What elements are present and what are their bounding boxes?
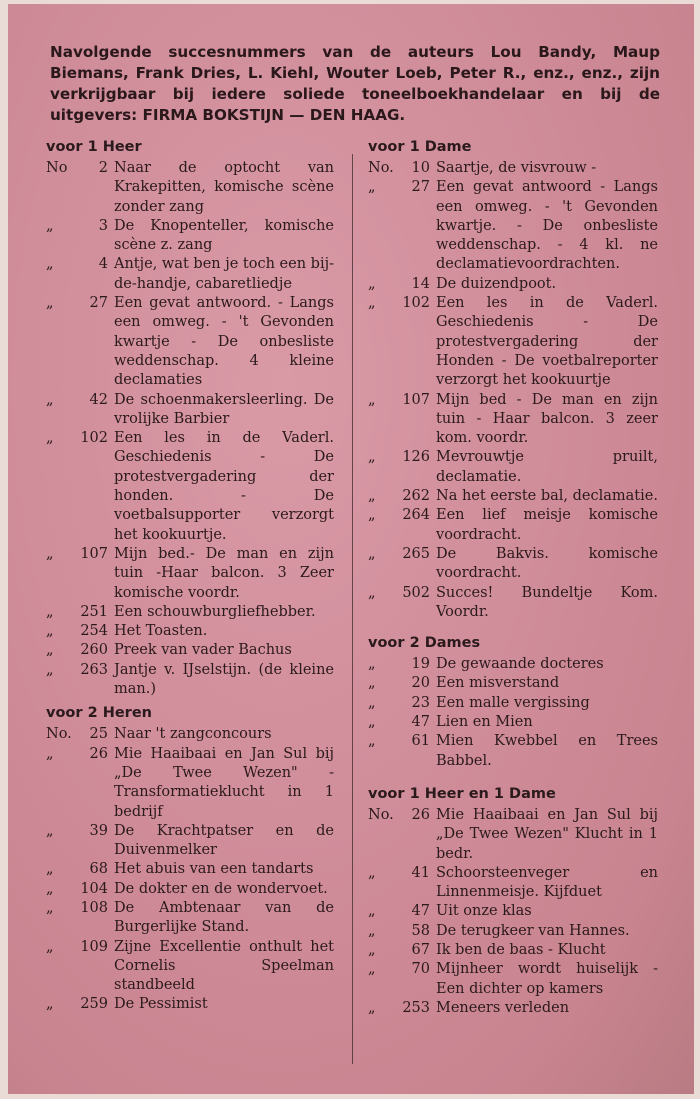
entry-prefix: „ [368,864,376,881]
section-heading: voor 1 Heer [46,139,142,155]
catalog-entry [368,487,658,506]
entry-title: Een malle vergissing [436,694,590,711]
catalog-entry [46,641,334,660]
entry-title: Een schouwburgliefhebber. [114,603,316,620]
entry-prefix: „ [46,642,54,659]
entry-prefix: „ [46,899,54,916]
printed-sheet [8,4,694,1094]
entry-number: 102 [80,430,108,447]
entry-title: Een misverstand [436,675,560,692]
entry-number: 67 [411,941,430,958]
entry-title: Zijne Excellentie onthult het Cornelis Speelman standbeeld [114,938,334,994]
column-divider [352,154,353,1064]
entry-title: De Ambtenaar van de Burgerlijke Stand. [114,899,334,936]
entry-prefix: „ [46,938,54,955]
entry-prefix: „ [368,733,376,750]
right-column [368,135,658,1018]
entry-number: 20 [411,675,430,692]
entry-prefix: „ [368,295,376,312]
entry-prefix: „ [368,179,376,196]
entry-prefix: „ [368,714,376,731]
catalog-entry [368,159,658,178]
entry-title: Mijnheer wordt huiselijk - Een dichter op kamers [436,961,658,997]
entry-number: 68 [89,861,108,878]
entry-number: 42 [89,391,108,408]
intro-paragraph: Navolgende succesnummers van de auteurs Lou Bandy, Maup Biemans, Frank Dries, L. Kiehl, Wouter Loeb, Peter R., enz., enz., zijn verkrijgbaar bij iedere soliede toneelboekhandelaar en bij de uitgevers: FIRMA BOKSTIJN — DEN HAAG. [50,43,660,124]
catalog-entry [46,661,334,700]
catalog-entry [368,713,658,732]
section-heading: voor 1 Heer en 1 Dame [368,785,556,802]
entry-number: 102 [402,295,430,312]
entry-title: De gewaande docteres [436,656,604,673]
section-list [368,159,658,622]
entry-number: 265 [402,545,430,562]
entry-prefix: „ [368,545,376,562]
entry-title: Mevrouwtje pruilt, declamatie. [436,449,658,485]
entry-title: Succes! Bundeltje Kom. Voordr. [436,584,658,620]
entry-number: 253 [402,999,430,1016]
entry-title: Een les in de Vaderl. Geschiedenis - De protestvergadering der honden. - De voetbalsupporter verzorgt het kookuurtje. [114,430,334,543]
entry-number: 25 [89,726,108,743]
entry-prefix: „ [368,961,376,978]
entry-title: Uit onze klas [436,903,532,920]
entry-title: Het abuis van een tandarts [114,861,314,878]
entry-prefix: „ [46,295,54,312]
entry-title: De duizendpoot. [436,275,557,292]
entry-prefix: „ [368,275,376,292]
catalog-entry [368,864,658,903]
entry-number: 26 [89,745,108,762]
entry-title: De Bakvis. komische voordracht. [436,545,658,582]
entry-prefix: „ [368,584,376,601]
section-list [46,725,334,1014]
catalog-entry [46,995,334,1014]
entry-number: 41 [411,864,430,881]
catalog-entry [368,178,658,274]
entry-number: 251 [80,603,108,620]
catalog-entry [368,506,658,545]
entry-number: 108 [80,899,108,916]
entry-title: Mijn bed.- De man en zijn tuin -Haar balcon. 3 Zeer komische voordr. [114,545,334,601]
catalog-entry [46,603,334,622]
entry-number: 264 [402,507,430,524]
entry-prefix: „ [46,861,54,878]
catalog-entry [46,725,334,744]
left-column [46,135,334,1015]
entry-title: Meneers verleden [436,999,570,1016]
entry-number: 259 [80,996,108,1013]
entry-prefix: „ [368,903,376,920]
catalog-entry [368,674,658,693]
entry-prefix: „ [368,449,376,466]
entry-title: De Pessimist [114,996,208,1013]
entry-title: Naar 't zangconcours [114,726,272,743]
catalog-entry [368,999,658,1018]
entry-prefix: „ [46,217,54,234]
entry-number: 27 [411,179,430,196]
catalog-entry [46,899,334,938]
catalog-entry [368,655,658,674]
entry-prefix: „ [46,391,54,408]
entry-prefix: „ [368,999,376,1016]
entry-title: Jantje v. IJselstijn. (de kleine man.) [114,661,334,698]
entry-title: Schoorsteenveger en Linnenmeisje. Kijfduet [436,864,658,901]
section-heading: voor 2 Dames [368,635,481,652]
catalog-entry [46,255,334,294]
catalog-entry [368,545,658,584]
entry-prefix: „ [46,996,54,1013]
entry-number: 23 [411,694,430,711]
entry-prefix: „ [46,661,54,678]
entry-prefix: „ [368,694,376,711]
entry-title: Ik ben de baas - Klucht [436,941,606,958]
entry-prefix: „ [368,675,376,692]
entry-title: Een lief meisje komische voordracht. [436,507,658,543]
entry-prefix: „ [46,745,54,762]
entry-title: De schoenmakersleerling. De vrolijke Barbier [114,391,334,427]
entry-number: 10 [411,160,430,176]
entry-title: Saartje, de visvrouw - [436,160,597,176]
entry-number: 104 [80,880,108,897]
catalog-entry [46,217,334,256]
entry-prefix: „ [46,545,54,562]
entry-number: 19 [411,656,430,673]
entry-prefix: „ [368,391,376,408]
catalog-entry [368,584,658,623]
section-list [46,159,334,699]
entry-number: 47 [411,903,430,920]
entry-prefix: „ [46,623,54,640]
entry-title: De Krachtpatser en de Duivenmelker [114,822,334,859]
catalog-entry [368,391,658,449]
entry-number: 262 [402,488,430,505]
entry-prefix: „ [46,822,54,839]
entry-prefix: No [46,160,68,176]
entry-number: 2 [98,160,108,176]
entry-number: 4 [98,256,108,273]
catalog-entry [46,294,334,390]
entry-number: 263 [80,661,108,678]
section-list [368,655,658,771]
catalog-entry [46,622,334,641]
entry-title: Lien en Mien [436,714,533,731]
catalog-entry [46,822,334,861]
entry-title: Een gevat antwoord. - Langs een omweg. - 't Gevonden kwartje - De onbesliste weddenschap. 4 kleine declamaties [114,295,334,389]
section-heading: voor 2 Heren [46,705,152,722]
catalog-entry [368,294,658,390]
entry-prefix: „ [368,941,376,958]
entry-number: 260 [80,642,108,659]
entry-title: Naar de optocht van Krakepitten, komische scène zonder zang [114,160,334,215]
entry-title: Mien Kwebbel en Trees Babbel. [436,733,658,769]
catalog-entry [46,545,334,603]
entry-title: De terugkeer van Hannes. [436,922,630,939]
entry-title: De Knopenteller, komische scène z. zang [114,217,334,254]
entry-number: 3 [98,217,108,234]
entry-number: 39 [89,822,108,839]
entry-number: 47 [411,714,430,731]
entry-number: 254 [80,623,108,640]
entry-prefix: „ [46,880,54,897]
entry-number: 70 [411,961,430,978]
entry-prefix: „ [46,430,54,447]
entry-number: 107 [80,545,108,562]
entry-number: 109 [80,938,108,955]
entry-title: Mijn bed - De man en zijn tuin - Haar balcon. 3 zeer kom. voordr. [436,391,658,447]
entry-number: 126 [402,449,430,466]
section-heading: voor 1 Dame [368,139,472,155]
catalog-entry [368,275,658,294]
entry-prefix: „ [46,603,54,620]
catalog-entry [368,922,658,941]
entry-number: 61 [411,733,430,750]
catalog-entry [46,938,334,996]
entry-prefix: „ [46,256,54,273]
entry-title: Het Toasten. [114,623,208,640]
entry-number: 502 [402,584,430,601]
catalog-entry [46,860,334,879]
catalog-entry [46,745,334,822]
catalog-entry [368,902,658,921]
entry-title: Mie Haaibaai en Jan Sul bij „De Twee Wezen" Klucht in 1 bedr. [436,806,658,862]
entry-title: Na het eerste bal, declamatie. [436,488,658,505]
entry-title: Antje, wat ben je toch een bij-de-handje, cabaretliedje [114,256,334,292]
entry-title: De dokter en de wondervoet. [114,880,328,897]
entry-number: 58 [411,922,430,939]
catalog-entry [368,806,658,864]
entry-prefix: „ [368,922,376,939]
catalog-entry [46,391,334,430]
catalog-entry [368,694,658,713]
catalog-entry [46,159,334,217]
section-list [368,806,658,1018]
entry-prefix: No. [368,160,394,176]
entry-title: Een les in de Vaderl. Geschiedenis - De protestvergadering der Honden - De voetbalreporter verzorgt het kookuurtje [436,295,658,389]
catalog-entry [368,960,658,999]
entry-number: 27 [89,295,108,312]
entry-title: Mie Haaibaai en Jan Sul bij „De Twee Wezen" - Transformatieklucht in 1 bedrijf [114,745,334,820]
catalog-entry [368,732,658,771]
entry-number: 107 [402,391,430,408]
catalog-entry [46,429,334,545]
catalog-entry [46,880,334,899]
entry-number: 14 [411,275,430,292]
entry-prefix: „ [368,488,376,505]
entry-title: Een gevat antwoord - Langs een omweg. - 't Gevonden kwartje. - De onbesliste weddenschap. - 4 kl. ne declamatievoordrachten. [436,179,658,273]
entry-prefix: „ [368,656,376,673]
entry-prefix: No. [368,806,394,823]
catalog-entry [368,448,658,487]
entry-title: Preek van vader Bachus [114,642,292,659]
entry-number: 26 [411,806,430,823]
catalog-entry [368,941,658,960]
entry-prefix: No. [46,726,72,743]
entry-prefix: „ [368,507,376,524]
